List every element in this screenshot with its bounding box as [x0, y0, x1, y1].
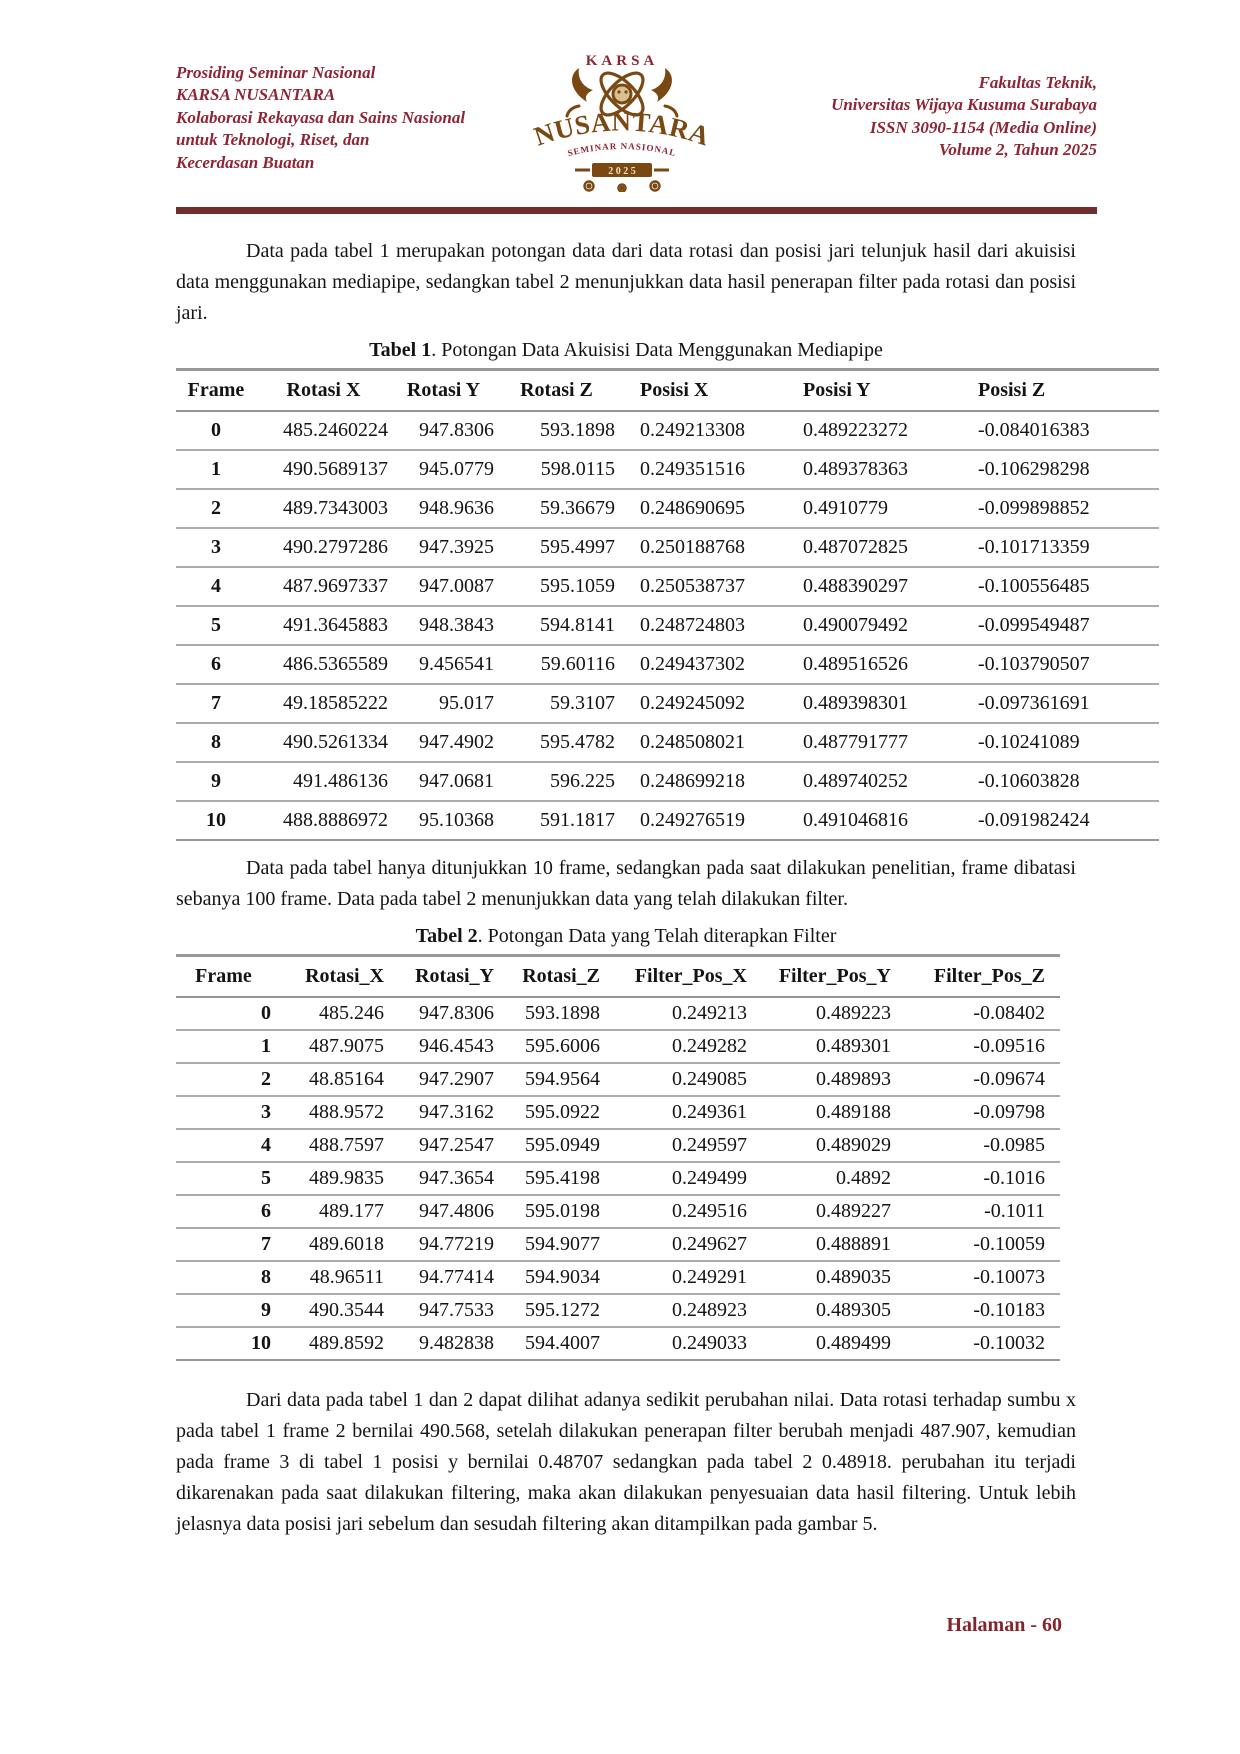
table-cell: 4 [261, 1134, 271, 1156]
header-left-line: untuk Teknologi, Riset, dan [176, 130, 370, 150]
column-header: Rotasi_X [305, 965, 384, 987]
header-divider [176, 207, 1097, 214]
table-cell: 593.1898 [540, 419, 615, 441]
table-cell: -0.10032 [973, 1332, 1045, 1354]
table-cell: 489.177 [319, 1200, 384, 1222]
logo-nusantara-text: NUSANTARA [529, 106, 714, 152]
table-cell: 0.249351516 [640, 458, 745, 480]
table-cell: 594.4007 [525, 1332, 600, 1354]
table-cell: 489.9835 [309, 1167, 384, 1189]
table-cell: 0.249213308 [640, 419, 745, 441]
column-header: Posisi Y [803, 379, 871, 401]
table-cell: -0.10073 [973, 1266, 1045, 1288]
logo-year-text: 2 0 2 5 [607, 166, 636, 177]
table-row [176, 606, 1159, 645]
table-cell: -0.103790507 [978, 653, 1090, 675]
table1-body [176, 411, 1159, 840]
table-row [176, 762, 1159, 801]
table-row [176, 684, 1159, 723]
table-cell: -0.1016 [983, 1167, 1045, 1189]
page-content [176, 48, 1097, 1540]
table-cell: -0.100556485 [978, 575, 1090, 597]
table2-header-row [176, 956, 1060, 998]
table-cell: -0.099549487 [978, 614, 1090, 636]
table-cell: 9 [211, 770, 221, 792]
table-row [176, 801, 1159, 840]
table-row [176, 1327, 1060, 1360]
table-cell: 94.77219 [419, 1233, 494, 1255]
table2-caption-label: Tabel 2 [415, 925, 478, 947]
table1-data-akuisisi [176, 368, 1159, 841]
table-cell: 945.0779 [419, 458, 494, 480]
table-cell: 595.4198 [525, 1167, 600, 1189]
table-cell: 0.249627 [672, 1233, 747, 1255]
table2-body [176, 997, 1060, 1360]
table-cell: -0.1011 [984, 1200, 1045, 1222]
table-cell: 491.486136 [293, 770, 388, 792]
table-cell: 0.250188768 [640, 536, 745, 558]
column-header: Filter_Pos_X [634, 965, 747, 987]
table-cell: 0.489740252 [803, 770, 908, 792]
table-cell: 0.249213 [672, 1002, 747, 1024]
table-cell: 59.60116 [540, 653, 615, 675]
table-cell: 0.489378363 [803, 458, 908, 480]
table-cell: -0.09516 [973, 1035, 1045, 1057]
table-cell: 0.249499 [672, 1167, 747, 1189]
table-cell: 8 [261, 1266, 271, 1288]
table1-caption-label: Tabel 1 [369, 339, 432, 361]
table-cell: 0.249033 [672, 1332, 747, 1354]
table-cell: -0.0985 [983, 1134, 1045, 1156]
table-cell: 5 [261, 1167, 271, 1189]
table-cell: 0.488390297 [803, 575, 908, 597]
table-cell: 591.1817 [540, 809, 615, 831]
table-cell: 595.0922 [525, 1101, 600, 1123]
table-cell: 7 [211, 692, 221, 714]
table-cell: -0.09674 [973, 1068, 1045, 1090]
column-header: Rotasi Y [406, 379, 481, 401]
column-header: Rotasi X [286, 379, 361, 401]
table-cell: 0.249291 [672, 1266, 747, 1288]
table-row [176, 997, 1060, 1030]
table2-caption [176, 925, 1076, 948]
table-cell: 947.4902 [419, 731, 494, 753]
table-cell: 59.3107 [550, 692, 615, 714]
header-right-line: Universitas Wijaya Kusuma Surabaya [831, 95, 1097, 115]
table-cell: 485.246 [319, 1002, 384, 1024]
table-cell: 0.4892 [836, 1167, 891, 1189]
column-header: Frame [195, 965, 252, 987]
header-right-line: ISSN 3090-1154 (Media Online) [869, 117, 1097, 137]
table1-caption-text: . Potongan Data Akuisisi Data Menggunakan Mediapipe [431, 339, 883, 361]
column-header: Rotasi_Z [522, 965, 600, 987]
table-cell: 594.9034 [525, 1266, 600, 1288]
table-row [176, 1063, 1060, 1096]
table-cell: 0.489223272 [803, 419, 908, 441]
paragraph-analysis: Dari data pada tabel 1 dan 2 dapat dilihat adanya sedikit perubahan nilai. Data rotasi terhadap sumbu x pada tabel 1 frame 2 bernilai 490.568, setelah dilakukan penerapan filter berubah menjadi 487.907, kemudian pada frame 3 di tabel 1 posisi y bernilai 0.48707 sedangkan pada tabel 2 0.48918. perubahan itu terjadi dikarenakan pada saat dilakukan filtering, maka akan dilakukan penyesuaian data hasil filtering. Untuk lebih jelasnya data posisi jari sebelum dan sesudah filtering akan ditampilkan pada gambar 5. [176, 1389, 1076, 1535]
table-row [176, 1228, 1060, 1261]
table-cell: 0.4910779 [803, 497, 888, 519]
table-cell: 2 [211, 497, 221, 519]
table-cell: 0 [211, 419, 221, 441]
table-cell: 3 [211, 536, 221, 558]
table-cell: 598.0115 [540, 458, 615, 480]
table-cell: 0.248508021 [640, 731, 745, 753]
table-cell: 9.482838 [419, 1332, 494, 1354]
table-cell: 485.2460224 [283, 419, 388, 441]
table-cell: 947.3162 [419, 1101, 494, 1123]
table-cell: -0.08402 [973, 1002, 1045, 1024]
table-cell: -0.084016383 [978, 419, 1090, 441]
page-number: Halaman - 60 [946, 1614, 1062, 1636]
table-cell: 0.489223 [816, 1002, 891, 1024]
table-row [176, 1096, 1060, 1129]
table-cell: 596.225 [550, 770, 615, 792]
proceedings-title-block [176, 48, 476, 174]
table-cell: 595.0198 [525, 1200, 600, 1222]
table-cell: -0.10059 [973, 1233, 1045, 1255]
table-cell: 4 [211, 575, 221, 597]
header-right-line: Fakultas Teknik, [978, 73, 1097, 92]
table-cell: 0.249085 [672, 1068, 747, 1090]
karsa-nusantara-logo-icon [527, 50, 717, 192]
header-left-line: Kolaborasi Rekayasa dan Sains Nasional [176, 107, 466, 127]
table-cell: 489.7343003 [283, 497, 388, 519]
table-row [176, 411, 1159, 450]
table-cell: 94.77414 [419, 1266, 494, 1288]
table-cell: 8 [211, 731, 221, 753]
logo-year-badge [575, 163, 669, 177]
table-cell: 593.1898 [525, 1002, 600, 1024]
table-cell: 48.96511 [309, 1266, 384, 1288]
table-cell: 947.8306 [419, 419, 494, 441]
table-cell: -0.106298298 [978, 458, 1090, 480]
table-cell: 948.3843 [419, 614, 494, 636]
table-cell: 1 [211, 458, 221, 480]
table-cell: 595.1059 [540, 575, 615, 597]
column-header: Filter_Pos_Y [778, 965, 891, 987]
table-cell: 3 [261, 1101, 271, 1123]
table-cell: 595.4997 [540, 536, 615, 558]
table-cell: -0.091982424 [978, 809, 1090, 831]
table-cell: 6 [261, 1200, 271, 1222]
gear-ornaments-icon [584, 182, 659, 192]
column-header: Rotasi Z [520, 379, 593, 401]
table-cell: 2 [261, 1068, 271, 1090]
table-cell: 0.487072825 [803, 536, 908, 558]
table-cell: 490.2797286 [283, 536, 388, 558]
table-cell: -0.09798 [973, 1101, 1045, 1123]
table-cell: 594.9564 [525, 1068, 600, 1090]
table-row [176, 1030, 1060, 1063]
table-cell: 0.489188 [816, 1101, 891, 1123]
column-header: Frame [187, 379, 245, 401]
table-cell: 487.9075 [309, 1035, 384, 1057]
table-cell: 0.489893 [816, 1068, 891, 1090]
table-cell: 490.5689137 [283, 458, 388, 480]
table-cell: 0.249282 [672, 1035, 747, 1057]
table-row [176, 1261, 1060, 1294]
table-cell: 0.249245092 [640, 692, 745, 714]
table-cell: 0.249437302 [640, 653, 745, 675]
table-cell: 595.6006 [525, 1035, 600, 1057]
table-cell: 947.4806 [419, 1200, 494, 1222]
table-cell: 488.9572 [309, 1101, 384, 1123]
table-cell: 10 [251, 1332, 271, 1354]
table-cell: 0.488891 [816, 1233, 891, 1255]
table-cell: 947.2547 [419, 1134, 494, 1156]
table-cell: 0.248923 [672, 1299, 747, 1321]
table-cell: 0.249597 [672, 1134, 747, 1156]
table-cell: 947.3925 [419, 536, 494, 558]
table-cell: 947.2907 [419, 1068, 494, 1090]
table-cell: 49.18585222 [283, 692, 388, 714]
table-row [176, 450, 1159, 489]
table-cell: 491.3645883 [283, 614, 388, 636]
table2-head [176, 956, 1060, 998]
table-cell: -0.10603828 [978, 770, 1080, 792]
table-cell: 9 [261, 1299, 271, 1321]
table-cell: 0.248724803 [640, 614, 745, 636]
table-row [176, 567, 1159, 606]
header-right-line: Volume 2, Tahun 2025 [938, 140, 1097, 160]
table-cell: 0.489398301 [803, 692, 908, 714]
table-cell: -0.101713359 [978, 536, 1090, 558]
table-cell: 947.0087 [419, 575, 494, 597]
table-cell: 595.1272 [525, 1299, 600, 1321]
conference-logo [527, 50, 717, 197]
paragraph-intro: Data pada tabel 1 merupakan potongan data dari data rotasi dan posisi jari telunjuk hasil dari akuisisi data menggunakan mediapipe, sedangkan tabel 2 menunjukkan data hasil penerapan filter pada rotasi dan posisi jari. [176, 240, 1076, 324]
table-cell: 594.9077 [525, 1233, 600, 1255]
table-row [176, 1162, 1060, 1195]
table-cell: 595.4782 [540, 731, 615, 753]
page-header [176, 48, 1097, 197]
table2-data-filter [176, 954, 1060, 1361]
table-cell: 6 [211, 653, 221, 675]
table-cell: 595.0949 [525, 1134, 600, 1156]
table-row [176, 528, 1159, 567]
paragraph-between-tables: Data pada tabel hanya ditunjukkan 10 frame, sedangkan pada saat dilakukan penelitian, frame dibatasi sebanya 100 frame. Data pada tabel 2 menunjukkan data yang telah dilakukan filter. [176, 857, 1076, 910]
header-left-line: Kecerdasan Buatan [176, 152, 315, 172]
table-cell: 947.3654 [419, 1167, 494, 1189]
table-cell: 948.9636 [419, 497, 494, 519]
table-cell: 0 [261, 1002, 271, 1024]
table-cell: 9.456541 [419, 653, 494, 675]
table-cell: 947.8306 [419, 1002, 494, 1024]
table-cell: 489.6018 [309, 1233, 384, 1255]
table-cell: 0.490079492 [803, 614, 908, 636]
table-cell: 48.85164 [309, 1068, 384, 1090]
table-cell: 0.489035 [816, 1266, 891, 1288]
table-cell: 0.249276519 [640, 809, 745, 831]
table-row [176, 1129, 1060, 1162]
table-cell: 5 [211, 614, 221, 636]
table2-caption-text: . Potongan Data yang Telah diterapkan Filter [477, 925, 837, 947]
table-cell: 0.489301 [816, 1035, 891, 1057]
table-row [176, 1195, 1060, 1228]
logo-seminar-text: SEMINAR NASIONAL [565, 140, 677, 159]
table-cell: 0.489499 [816, 1332, 891, 1354]
table-cell: 1 [261, 1035, 271, 1057]
table-cell: 946.4543 [419, 1035, 494, 1057]
column-header: Filter_Pos_Z [933, 965, 1045, 987]
table-cell: -0.10183 [973, 1299, 1045, 1321]
column-header: Rotasi_Y [415, 965, 494, 987]
table-cell: 0.489029 [816, 1134, 891, 1156]
table-cell: 0.249516 [672, 1200, 747, 1222]
table-row [176, 1294, 1060, 1327]
table-cell: 0.491046816 [803, 809, 908, 831]
table-cell: 490.3544 [309, 1299, 384, 1321]
publication-info-block [767, 48, 1097, 162]
table-cell: 0.489516526 [803, 653, 908, 675]
table-cell: 488.8886972 [283, 809, 388, 831]
table-cell: 486.5365589 [283, 653, 388, 675]
table-cell: 490.5261334 [283, 731, 388, 753]
logo-karsa-text: KARSA [585, 53, 658, 69]
table-cell: -0.097361691 [978, 692, 1090, 714]
table-row [176, 645, 1159, 684]
table-cell: 487.9697337 [283, 575, 388, 597]
table-cell: 59.36679 [540, 497, 615, 519]
table-cell: 95.017 [439, 692, 494, 714]
header-left-line: Prosiding Seminar Nasional [176, 63, 376, 82]
table-cell: 0.250538737 [640, 575, 745, 597]
table-cell: -0.10241089 [978, 731, 1080, 753]
table-cell: 488.7597 [309, 1134, 384, 1156]
table-cell: 947.7533 [419, 1299, 494, 1321]
column-header: Posisi Z [978, 379, 1046, 401]
table-cell: 594.8141 [540, 614, 615, 636]
table-row [176, 723, 1159, 762]
table-cell: 0.248699218 [640, 770, 745, 792]
table-cell: 0.249361 [672, 1101, 747, 1123]
table-cell: 10 [206, 809, 226, 831]
table-cell: 0.248690695 [640, 497, 745, 519]
table-cell: 0.489305 [816, 1299, 891, 1321]
table-cell: 7 [261, 1233, 271, 1255]
table1-header-row [176, 370, 1159, 412]
table-cell: 0.487791777 [803, 731, 908, 753]
table-cell: 95.10368 [419, 809, 494, 831]
table-cell: 489.8592 [309, 1332, 384, 1354]
column-header: Posisi X [640, 379, 709, 401]
table-cell: 947.0681 [419, 770, 494, 792]
table-cell: 0.489227 [816, 1200, 891, 1222]
table-row [176, 489, 1159, 528]
table-cell: -0.099898852 [978, 497, 1090, 519]
table1-caption [176, 339, 1076, 362]
header-left-line: KARSA NUSANTARA [176, 85, 336, 105]
table1-head [176, 370, 1159, 412]
